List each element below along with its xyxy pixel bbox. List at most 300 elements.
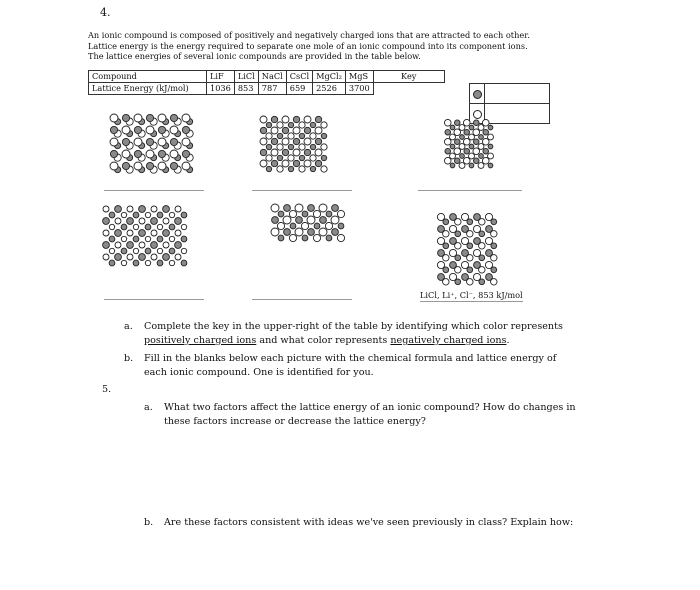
compound-cell: CsCl [286,71,312,83]
back-gray-ion [302,211,308,217]
back-white-ion [277,122,283,128]
white-ion [463,157,470,164]
white-ion [260,138,267,145]
gray-ion [163,254,170,261]
white-ion [449,273,456,280]
white-ion [454,148,461,155]
white-ion [115,218,121,224]
back-white-ion [488,134,494,140]
white-ion [461,237,468,244]
back-white-ion [310,155,316,161]
q4-part-a-line2 [144,334,624,348]
q5-part-a-line2: these factors increase or decrease the lattice energy? [164,416,426,427]
back-white-ion [299,144,305,150]
gray-ion [308,205,315,212]
back-gray-ion [299,155,304,160]
white-ion [437,237,444,244]
back-white-ion [459,125,465,131]
back-gray-ion [321,133,326,138]
white-ion [463,138,470,145]
back-gray-ion [288,166,293,171]
gray-ion [474,262,481,269]
back-gray-ion [321,155,326,160]
gray-ion [103,242,110,249]
lattice-diagram-4 [100,203,196,275]
back-gray-ion [314,223,320,229]
gray-ion [271,160,277,166]
gray-ion [315,160,321,166]
q4-part-a-end: . [506,335,510,346]
back-gray-ion [277,133,282,138]
white-ion [473,273,480,280]
gray-ion [170,114,177,121]
gray-ion [163,230,170,237]
white-ion [134,114,142,122]
white-ion [271,228,279,236]
back-gray-ion [109,236,115,242]
back-white-ion [277,222,284,229]
white-ion [482,138,489,145]
gray-ion [486,274,493,281]
back-white-ion [321,144,327,150]
white-ion [482,119,489,126]
lattice-diagram-3 [443,118,500,175]
gray-ion [473,139,479,145]
energy-header: Lattice Energy (kJ/mol) [89,83,207,95]
white-ion [473,129,480,136]
energy-cell: 3700 [345,83,373,95]
answer-blank-3[interactable] [418,190,522,191]
white-ion [473,148,480,155]
back-gray-ion [288,144,293,149]
q4-part-a-letter: a. [124,321,133,332]
energy-cell: 659 [286,83,312,95]
white-ion [151,206,157,212]
back-gray-ion [302,235,308,241]
back-gray-ion [157,236,163,242]
white-ion [175,206,181,212]
white-ion [170,150,178,158]
compound-cell: MgCl₂ [313,71,346,83]
gray-ion [284,205,291,212]
back-gray-ion [488,163,493,168]
gray-ion [445,129,451,135]
gray-ion [462,274,469,281]
sample-caption: LiCl, Li⁺, Cl⁻, 853 kJ/mol [420,290,523,300]
back-white-ion [157,248,162,253]
gray-ion [110,150,117,157]
energy-cell: 2526 [313,83,346,95]
gray-ion [272,217,279,224]
white-ion [115,242,121,248]
gray-ion [438,226,445,233]
white-ion [485,237,492,244]
question-4-intro: An ionic compound is composed of positively and negatively charged ions that are attracted to each other. Lattice energy is the energy required to separate one mole of an ionic compound into its component ions. The lattice energies of several ionic compounds are provided in the table below. [88,30,530,62]
back-white-ion [266,133,272,139]
gray-ion [170,162,177,169]
white-ion [283,216,291,224]
white-ion [461,213,468,220]
gray-ion [103,218,110,225]
white-ion [139,242,145,248]
back-white-ion [109,248,114,253]
back-white-ion [145,212,150,217]
white-ion [315,127,322,134]
compound-header: Compound [89,71,207,83]
gray-ion [115,254,122,261]
white-ion [295,204,303,212]
key-header: Key [373,71,444,83]
gray-ion [151,218,158,225]
gray-ion [483,148,489,154]
white-ion [110,138,118,146]
gray-ion [293,138,299,144]
answer-blank-2[interactable] [252,190,352,191]
gray-ion [438,250,445,257]
back-white-ion [478,144,484,150]
gray-ion [134,126,141,133]
gray-ion [454,158,460,164]
gray-ion [284,229,291,236]
back-gray-ion [488,144,493,149]
q4-part-b-line2: each ionic compound. One is identified for you. [144,367,374,378]
white-ion [260,160,267,167]
back-white-ion [478,125,484,131]
white-ion [282,116,289,123]
back-gray-ion [109,260,115,266]
white-ion [463,119,470,126]
back-white-ion [450,153,456,159]
gray-ion [315,116,321,122]
back-gray-ion [121,248,127,254]
back-white-ion [121,260,126,265]
gray-ion [122,114,129,121]
back-white-ion [321,166,327,172]
back-white-ion [337,234,344,241]
white-ion [437,213,444,220]
back-gray-ion [310,166,315,171]
white-ion [473,225,480,232]
white-ion [175,230,181,236]
lattice-diagram-2 [258,114,335,180]
back-white-ion [157,224,162,229]
back-gray-ion [479,154,484,159]
back-white-ion [469,153,475,159]
back-gray-ion [109,212,115,218]
back-gray-ion [469,144,474,149]
back-gray-ion [266,144,271,149]
back-white-ion [325,222,332,229]
white-ion [122,126,130,134]
white-ion [293,127,300,134]
white-ion [170,126,178,134]
gray-ion [483,129,489,135]
back-gray-ion [133,236,139,242]
lattice-diagram-5 [269,202,353,250]
white-ion [134,138,142,146]
white-ion [444,138,451,145]
q5-part-b-text: Are these factors consistent with ideas we've seen previously in class? Explain how: [164,517,574,528]
compound-cell: MgS [345,71,373,83]
q5-part-a-letter: a. [144,402,153,413]
gray-ion [146,138,153,145]
gray-ion [182,150,189,157]
back-gray-ion [450,125,455,130]
energy-row [89,83,445,95]
white-ion [444,157,451,164]
back-white-ion [169,236,174,241]
gray-ion [473,120,479,126]
back-white-ion [321,122,327,128]
white-ion [182,114,190,122]
gray-ion [175,218,182,225]
energy-cell: 853 [234,83,258,95]
back-gray-ion [169,248,175,254]
back-gray-ion [157,260,163,266]
back-white-ion [288,133,294,139]
white-ion [110,162,118,170]
back-gray-ion [278,211,284,217]
back-white-ion [313,210,320,217]
back-gray-ion [288,122,293,127]
white-ion [319,228,327,236]
white-ion [485,261,492,268]
back-gray-ion [326,235,332,241]
white-ion [271,149,278,156]
back-gray-ion [326,211,332,217]
back-white-ion [289,234,296,241]
white-ion [151,254,157,260]
gray-ion [158,150,165,157]
white-ion [461,261,468,268]
back-white-ion [277,144,283,150]
white-ion [482,157,489,164]
back-white-ion [488,153,494,159]
gray-ion [464,129,470,135]
gray-ion [182,126,189,133]
gray-ion [158,126,165,133]
back-white-ion [301,222,308,229]
back-white-ion [145,236,150,241]
back-white-ion [337,210,344,217]
gray-ion [139,254,146,261]
back-white-ion [288,155,294,161]
gray-circle-icon [473,90,482,99]
white-ion [158,162,166,170]
back-white-ion [469,134,475,140]
white-ion [437,261,444,268]
back-white-ion [169,260,174,265]
white-ion [146,126,154,134]
gray-ion [450,238,457,245]
back-gray-ion [145,248,151,254]
q5-part-a [164,401,624,429]
white-ion [282,160,289,167]
negative-ions-term: negatively charged ions [390,335,507,346]
back-white-ion [299,166,305,172]
gray-ion [146,162,153,169]
white-ion [158,114,166,122]
compound-cell: NaCl [258,71,286,83]
gray-ion [486,250,493,257]
gray-ion [308,229,315,236]
back-gray-ion [266,122,271,127]
white-ion [293,149,300,156]
white-ion [271,204,279,212]
gray-ion [320,217,327,224]
gray-ion [315,138,321,144]
gray-ion [122,138,129,145]
white-ion [473,249,480,256]
white-ion [454,129,461,136]
back-gray-ion [181,236,187,242]
white-ion [449,225,456,232]
q5-part-a-line1: What two factors affect the lattice energy of an ionic compound? How do changes in [164,402,576,413]
back-gray-ion [133,212,139,218]
back-white-ion [145,260,150,265]
white-ion [304,116,311,123]
back-gray-ion [169,224,175,230]
answer-blank-4[interactable] [104,299,204,300]
back-gray-ion [277,155,282,160]
gray-ion-swatch [470,84,485,104]
lattice-energy-table [88,70,445,95]
gray-ion [332,205,339,212]
white-ion [304,160,311,167]
white-ion [134,162,142,170]
gray-ion [454,139,460,145]
back-gray-ion [181,260,187,266]
white-ion [182,162,190,170]
gray-ion [175,242,182,249]
back-white-ion [181,248,186,253]
back-gray-ion [278,235,284,241]
question-5-number: 5. [102,384,112,395]
q4-part-b [144,352,624,380]
white-ion [110,114,118,122]
back-gray-ion [479,135,484,140]
gray-ion [260,127,266,133]
back-gray-ion [266,166,271,171]
back-white-ion [121,236,126,241]
back-gray-ion [450,163,455,168]
back-white-ion [459,144,465,150]
compound-cell: LiF [207,71,235,83]
gray-ion [293,116,299,122]
white-ion [103,206,109,212]
gray-ion-answer-field[interactable] [485,84,550,104]
gray-ion [271,116,277,122]
q4-part-b-letter: b. [124,353,134,364]
energy-cell: 787 [258,83,286,95]
white-ion [449,249,456,256]
gray-ion [282,149,288,155]
white-ion [182,138,190,146]
back-white-ion [313,234,320,241]
gray-ion [462,226,469,233]
gray-ion [464,148,470,154]
back-white-ion [299,122,305,128]
back-gray-ion [469,125,474,130]
gray-ion [163,206,170,213]
back-gray-ion [145,224,151,230]
gray-ion [438,274,445,281]
back-gray-ion [121,224,127,230]
lattice-diagram-1 [108,112,204,184]
back-gray-ion [310,144,315,149]
question-4-number: 4. [100,6,111,19]
positive-ions-term: positively charged ions [144,335,257,346]
back-gray-ion [310,122,315,127]
back-white-ion [133,248,138,253]
white-ion [282,138,289,145]
q4-part-a [144,320,624,348]
back-gray-ion [460,154,465,159]
white-ion [175,254,181,260]
white-ion [295,228,303,236]
gray-ion [474,238,481,245]
gray-ion [260,149,266,155]
q5-part-b-letter: b. [144,517,154,528]
gray-ion [110,126,117,133]
answer-blank-1[interactable] [104,190,204,191]
gray-ion [450,214,457,221]
back-white-ion [133,224,138,229]
gray-ion [146,114,153,121]
white-ion [315,149,322,156]
gray-ion [304,127,310,133]
white-ion [103,230,109,236]
back-gray-ion [133,260,139,266]
back-white-ion [109,224,114,229]
gray-ion [282,127,288,133]
gray-ion [293,160,299,166]
back-white-ion [169,212,174,217]
gray-ion [115,230,122,237]
gray-ion [122,162,129,169]
back-white-ion [277,166,283,172]
gray-ion [332,229,339,236]
q4-part-b-line1: Fill in the blanks below each picture with the chemical formula and lattice energy of [144,353,557,364]
gray-ion [139,230,146,237]
white-ion [444,119,451,126]
white-ion [127,254,133,260]
energy-cell: 1036 [207,83,235,95]
compound-cell: LiCl [234,71,258,83]
gray-ion [296,217,303,224]
answer-blank-5[interactable] [252,299,352,300]
gray-ion [170,138,177,145]
back-white-ion [121,212,126,217]
gray-ion [127,242,134,249]
gray-ion [454,120,460,126]
white-ion [304,138,311,145]
white-ion [139,218,145,224]
gray-ion [271,138,277,144]
gray-ion [304,149,310,155]
white-ion [271,127,278,134]
white-ion [163,218,169,224]
gray-ion [486,226,493,233]
back-gray-ion [450,144,455,149]
white-ion [307,216,315,224]
white-ion [127,230,133,236]
gray-ion [445,148,451,154]
white-ion [127,206,133,212]
back-white-ion [310,133,316,139]
back-white-ion [181,224,186,229]
gray-ion [473,158,479,164]
